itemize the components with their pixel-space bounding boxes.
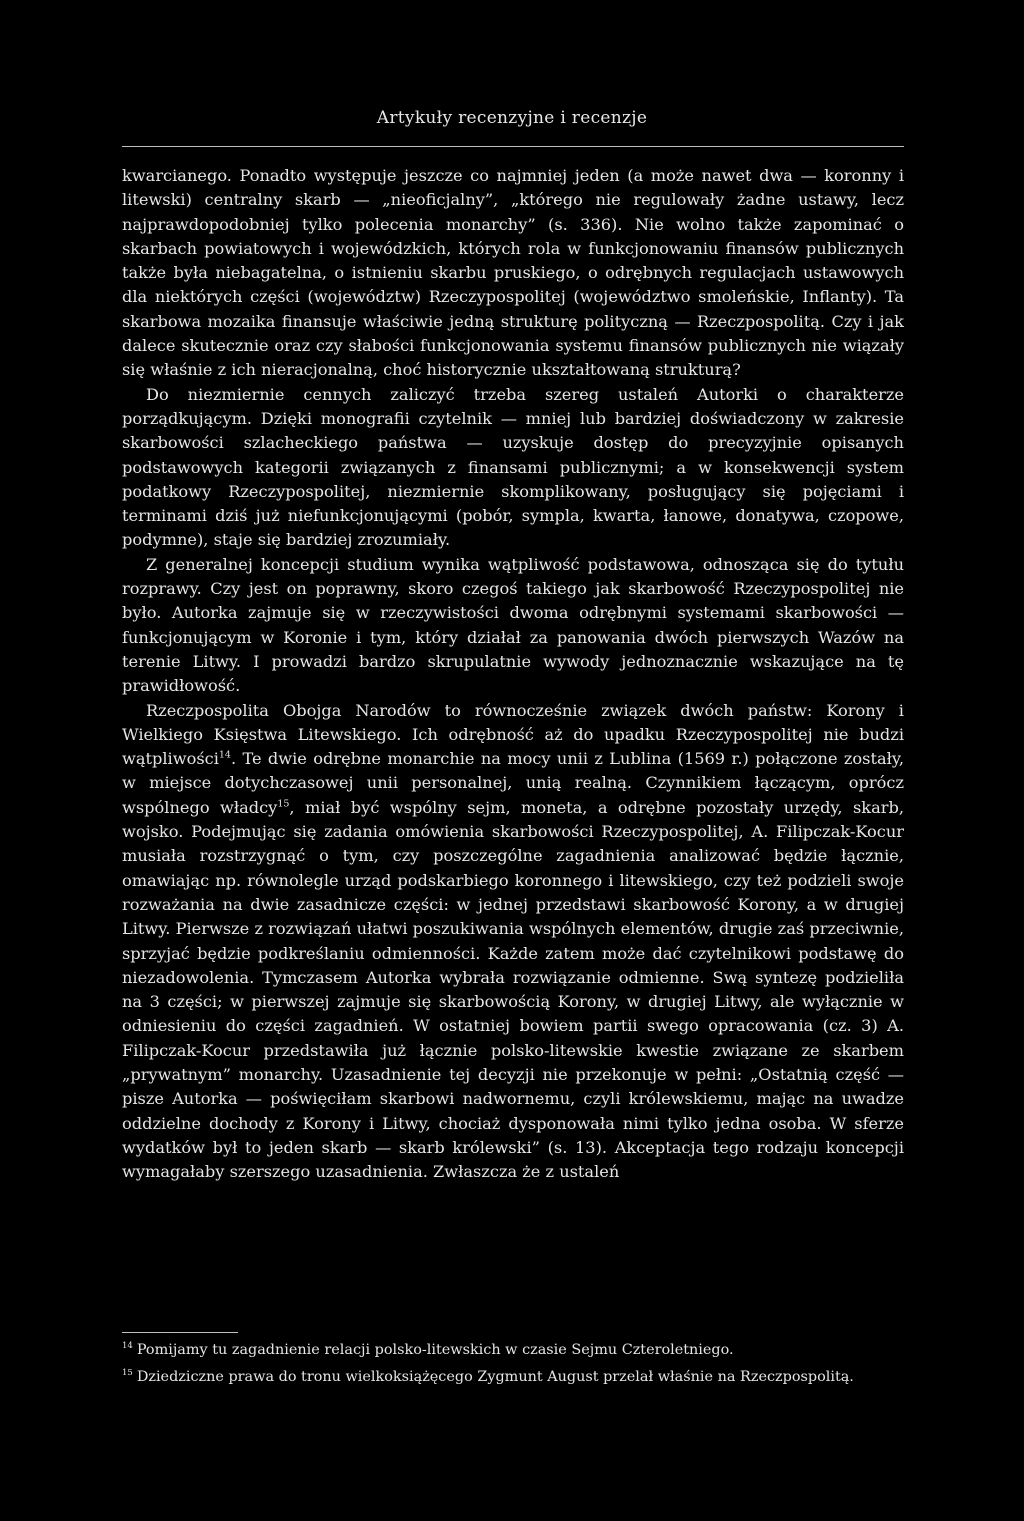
paragraph-4-part-b: . Te dwie odrębne monarchie na mocy unii z Lublina (1569 r.) połączone zostały, w miejsce dotychczasowej unii personalnej, unią realną. Czynnikiem łączącym, oprócz wspólnego władcy bbox=[122, 749, 904, 817]
paragraph-3: Z generalnej koncepcji studium wynika wątpliwość podstawowa, odnosząca się do tytułu rozprawy. Czy jest on poprawny, skoro czegoś takiego jak skarbowość Rzeczypospolitej nie było. Autorka zajmuje się w rzeczywistości dwoma odrębnymi systemami skarbowości — funkcjonującym w Koronie i tym, który działał za panowania dwóch pierwszych Wazów na terenie Litwy. I prowadzi bardzo skrupulatnie wywody jednoznacznie wskazujące na tę prawidłowość. bbox=[122, 554, 904, 696]
footnote-15 bbox=[122, 1367, 904, 1388]
running-header: Artykuły recenzyjne i recenzje bbox=[376, 108, 648, 128]
paragraph-4-part-a: Rzeczpospolita Obojga Narodów to równocześnie związek dwóch państw: Korony i Wielkiego Księstwa Litewskiego. Ich odrębność aż do upadku Rzeczypospolitej nie budzi wątpliwości bbox=[122, 700, 904, 769]
paragraph-4 bbox=[122, 699, 904, 1185]
paragraph-1: kwarcianego. Ponadto występuje jeszcze co najmniej jeden (a może nawet dwa — koronny i litewski) centralny skarb — „nieoficjalny”, „którego nie regulowały żadne ustawy, lecz najprawdopodobniej tylko polecenia monarchy” (s. 336). Nie wolno także zapominać o skarbach powiatowych i wojewódzkich, których rola w funkcjonowaniu finansów publicznych także była niebagatelna, o istnieniu skarbu pruskiego, o odrębnych regulacjach ustawowych dla niektórych części (województw) Rzeczypospolitej (województwo smoleńskie, Inflanty). Ta skarbowa mozaika finansuje właściwie jedną strukturę polityczną — Rzeczpospolitą. Czy i jak dalece skutecznie oraz czy słabości funkcjonowania systemu finansów publicznych nie wiązały się właśnie z ich nieracjonalną, choć historycznie ukształtowaną strukturą? bbox=[122, 166, 904, 380]
footnote-14 bbox=[122, 1340, 904, 1361]
footnote-ref-15: 15 bbox=[277, 798, 290, 810]
footnote-text: Pomijamy tu zagadnienie relacji polsko-litewskich w czasie Sejmu Czteroletniego. bbox=[136, 1342, 734, 1358]
main-text bbox=[122, 164, 904, 1184]
header-rule bbox=[122, 146, 904, 147]
footnote-text: Dziedziczne prawa do tronu wielkoksiążęcego Zygmunt August przelał właśnie na Rzeczpospolitą. bbox=[136, 1369, 854, 1385]
footnote-ref-14: 14 bbox=[218, 749, 231, 761]
footnote-rule bbox=[122, 1332, 238, 1333]
paragraph-4-part-c: , miał być wspólny sejm, moneta, a odrębne pozostały urzędy, skarb, wojsko. Podejmując się zadania omówienia skarbowości Rzeczypospolitej, A. Filipczak-Kocur musiała rozstrzygnąć o tym, czy poszczególne zagadnienia analizować będzie łącznie, omawiając np. równolegle urząd podskarbiego koronnego i litewskiego, czy też podzieli swoje rozważania na dwie zasadnicze części: w jednej przedstawi skarbowość Korony, a w drugiej Litwy. Pierwsze z rozwiązań ułatwi poszukiwania wspólnych elementów, drugie zaś przeciwnie, sprzyjać będzie podkreślaniu odmienności. Każde zatem może dać czytelnikowi podstawę do niezadowolenia. Tymczasem Autorka wybrała rozwiązanie odmienne. Swą syntezę podzieliła na 3 części; w pierwszej zajmuje się skarbowością Korony, w drugiej Litwy, ale wyłącznie w odniesieniu do części zagadnień. W ostatniej bowiem partii swego opracowania (cz. 3) A. Filipczak-Kocur przedstawiła już łącznie polsko-litewskie kwestie związane ze skarbem „prywatnym” monarchy. Uzasadnienie tej decyzji nie przekonuje w pełni: „Ostatnią część — pisze Autorka — poświęciłam skarbowi nadwornemu, czyli królewskiemu, mając na uwadze oddzielne dochody z Korony i Litwy, chociaż dysponowała nimi tylko jedna osoba. W sferze wydatków był to jeden skarb — skarb królewski” (s. 13). Akceptacja tego rodzaju koncepcji wymagałaby szerszego uzasadnienia. Zwłaszcza że z ustaleń bbox=[122, 797, 904, 1182]
footnote-number: 15 bbox=[122, 1368, 133, 1379]
paragraph-2: Do niezmiernie cennych zaliczyć trzeba szereg ustaleń Autorki o charakterze porządkującym. Dzięki monografii czytelnik — mniej lub bardziej doświadczony w zakresie skarbowości szlacheckiego państwa — uzyskuje dostęp do precyzyjnie opisanych podstawowych kategorii związanych z finansami publicznymi; a w konsekwencji system podatkowy Rzeczypospolitej, niezmiernie skomplikowany, posługujący się pojęciami i terminami dziś już niefunkcjonującymi (pobór, sympla, kwarta, łanowe, donatywa, czopowe, podymne), staje się bardziej zrozumiały. bbox=[122, 384, 904, 550]
footnotes bbox=[122, 1340, 904, 1394]
footnote-number: 14 bbox=[122, 1341, 133, 1352]
